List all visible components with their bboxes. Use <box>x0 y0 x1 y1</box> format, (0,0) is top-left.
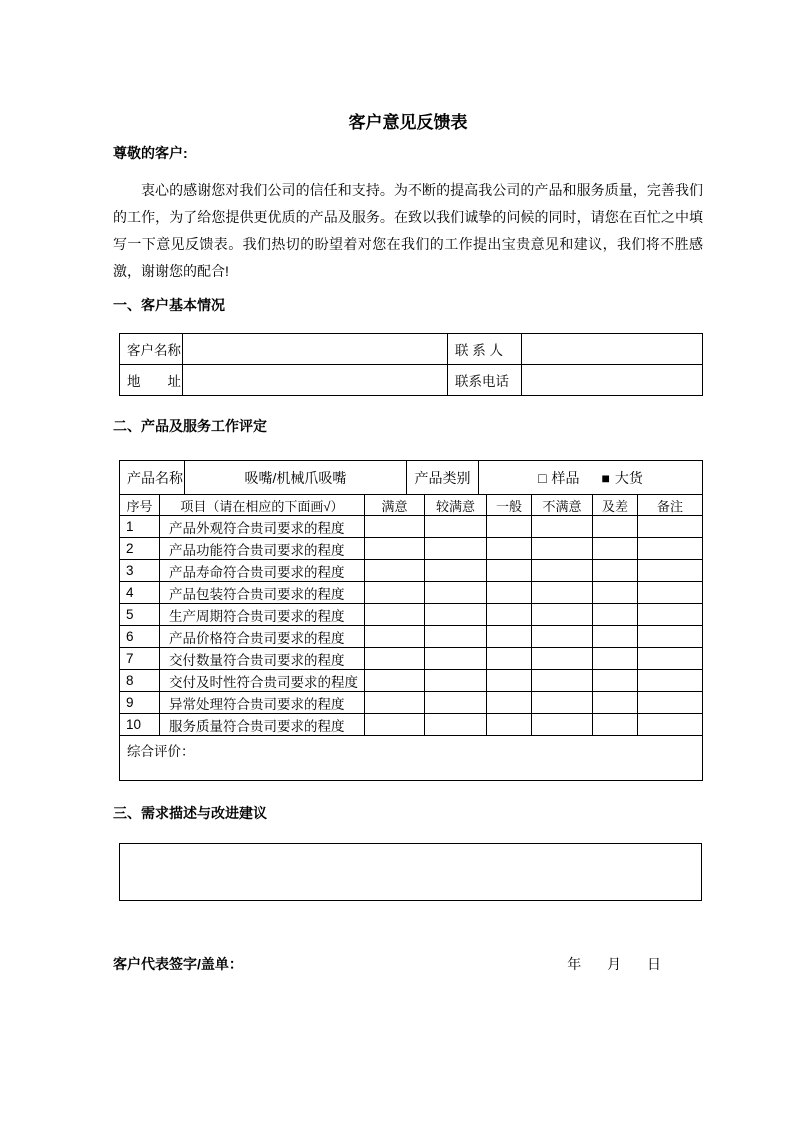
header-poor: 及差 <box>593 495 638 516</box>
rating-cell-fairly-satisfied[interactable] <box>425 626 487 648</box>
row-item: 产品外观符合贵司要求的程度 <box>160 516 365 538</box>
rating-cell-remark[interactable] <box>638 692 703 714</box>
rating-cell-average[interactable] <box>487 626 532 648</box>
rating-cell-poor[interactable] <box>593 714 638 736</box>
rating-cell-fairly-satisfied[interactable] <box>425 670 487 692</box>
rating-row <box>120 692 703 714</box>
rating-cell-fairly-satisfied[interactable] <box>425 516 487 538</box>
rating-cell-remark[interactable] <box>638 516 703 538</box>
rating-cell-poor[interactable] <box>593 582 638 604</box>
rating-cell-remark[interactable] <box>638 604 703 626</box>
checkbox-option-sample-label: 样品 <box>551 469 580 486</box>
rating-cell-remark[interactable] <box>638 538 703 560</box>
rating-cell-poor[interactable] <box>593 692 638 714</box>
rating-cell-fairly-satisfied[interactable] <box>425 648 487 670</box>
signature-row <box>113 954 703 974</box>
rating-cell-satisfied[interactable] <box>365 538 425 560</box>
product-type-options <box>479 461 703 495</box>
rating-cell-remark[interactable] <box>638 648 703 670</box>
row-number: 5 <box>120 604 160 626</box>
row-number: 9 <box>120 692 160 714</box>
row-number: 6 <box>120 626 160 648</box>
rating-row <box>120 516 703 538</box>
header-row-number: 序号 <box>120 495 160 516</box>
rating-cell-fairly-satisfied[interactable] <box>425 538 487 560</box>
rating-cell-remark[interactable] <box>638 560 703 582</box>
rating-cell-remark[interactable] <box>638 670 703 692</box>
rating-cell-average[interactable] <box>487 648 532 670</box>
header-item: 项目（请在相应的下面画√） <box>160 495 365 516</box>
suggestions-box[interactable] <box>119 843 702 901</box>
rating-cell-average[interactable] <box>487 714 532 736</box>
rating-cell-unsatisfied[interactable] <box>532 582 593 604</box>
rating-row <box>120 560 703 582</box>
rating-row <box>120 582 703 604</box>
customer-info-table <box>119 333 703 396</box>
product-name-label: 产品名称 <box>120 461 185 495</box>
row-item: 交付数量符合贵司要求的程度 <box>160 648 365 670</box>
rating-cell-poor[interactable] <box>593 648 638 670</box>
rating-cell-poor[interactable] <box>593 538 638 560</box>
contact-person-field[interactable] <box>522 334 703 365</box>
checkbox-option-bulk-label: 大货 <box>614 469 643 486</box>
rating-cell-unsatisfied[interactable] <box>532 560 593 582</box>
rating-cell-fairly-satisfied[interactable] <box>425 714 487 736</box>
product-name-value[interactable]: 吸嘴/机械爪吸嘴 <box>185 461 407 495</box>
rating-cell-satisfied[interactable] <box>365 604 425 626</box>
rating-row <box>120 626 703 648</box>
rating-cell-poor[interactable] <box>593 560 638 582</box>
row-item: 产品价格符合贵司要求的程度 <box>160 626 365 648</box>
row-item: 产品包装符合贵司要求的程度 <box>160 582 365 604</box>
customer-name-label: 客户名称 <box>120 334 183 365</box>
rating-cell-satisfied[interactable] <box>365 692 425 714</box>
header-remark: 备注 <box>638 495 703 516</box>
summary-label: 综合评价： <box>127 744 195 759</box>
date-fields <box>567 954 661 974</box>
date-month-label: 月 <box>607 956 622 972</box>
page-title: 客户意见反馈表 <box>348 113 468 132</box>
section1-heading: 一、客户基本情况 <box>113 297 225 313</box>
section3-heading: 三、需求描述与改进建议 <box>113 805 267 821</box>
rating-cell-average[interactable] <box>487 670 532 692</box>
checkbox-option-sample[interactable] <box>538 468 579 488</box>
rating-cell-unsatisfied[interactable] <box>532 626 593 648</box>
row-number: 7 <box>120 648 160 670</box>
rating-cell-satisfied[interactable] <box>365 670 425 692</box>
intro-paragraph: 衷心的感谢您对我们公司的信任和支持。为不断的提高我公司的产品和服务质量，完善我们的工作，为了给您提供更优质的产品及服务。在致以我们诚挚的问候的同时，请您在百忙之中填写一下意见反馈表。我们热切的盼望着对您在我们的工作提出宝贵意见和建议，我们将不胜感激，谢谢您的配合! <box>113 182 703 279</box>
row-item: 服务质量符合贵司要求的程度 <box>160 714 365 736</box>
rating-cell-unsatisfied[interactable] <box>532 670 593 692</box>
header-satisfied: 满意 <box>365 495 425 516</box>
rating-cell-satisfied[interactable] <box>365 582 425 604</box>
rating-cell-average[interactable] <box>487 692 532 714</box>
date-year-label: 年 <box>567 956 582 972</box>
address-label: 地 址 <box>120 365 183 396</box>
rating-table-body <box>120 516 703 736</box>
rating-cell-poor[interactable] <box>593 604 638 626</box>
row-number: 4 <box>120 582 160 604</box>
rating-cell-average[interactable] <box>487 582 532 604</box>
phone-label: 联系电话 <box>448 365 522 396</box>
rating-cell-unsatisfied[interactable] <box>532 648 593 670</box>
rating-cell-remark[interactable] <box>638 626 703 648</box>
row-number: 8 <box>120 670 160 692</box>
rating-row <box>120 604 703 626</box>
summary-row <box>120 736 703 781</box>
rating-cell-average[interactable] <box>487 560 532 582</box>
rating-cell-unsatisfied[interactable] <box>532 714 593 736</box>
section2-heading: 二、产品及服务工作评定 <box>113 418 267 434</box>
rating-cell-satisfied[interactable] <box>365 626 425 648</box>
row-number: 2 <box>120 538 160 560</box>
rating-cell-average[interactable] <box>487 516 532 538</box>
row-number: 3 <box>120 560 160 582</box>
header-unsatisfied: 不满意 <box>532 495 593 516</box>
row-item: 产品寿命符合贵司要求的程度 <box>160 560 365 582</box>
rating-cell-unsatisfied[interactable] <box>532 516 593 538</box>
rating-row <box>120 648 703 670</box>
customer-info-row-2 <box>120 365 703 396</box>
rating-cell-fairly-satisfied[interactable] <box>425 692 487 714</box>
rating-row <box>120 670 703 692</box>
product-type-choices <box>538 468 643 488</box>
rating-cell-average[interactable] <box>487 604 532 626</box>
row-item: 产品功能符合贵司要求的程度 <box>160 538 365 560</box>
rating-cell-poor[interactable] <box>593 670 638 692</box>
rating-cell-poor[interactable] <box>593 626 638 648</box>
product-type-label: 产品类别 <box>407 461 479 495</box>
phone-field[interactable] <box>522 365 703 396</box>
customer-info-row-1 <box>120 334 703 365</box>
row-item: 生产周期符合贵司要求的程度 <box>160 604 365 626</box>
address-field[interactable] <box>183 365 448 396</box>
checkbox-unchecked-icon: □ <box>538 469 547 486</box>
rating-cell-remark[interactable] <box>638 582 703 604</box>
rating-cell-fairly-satisfied[interactable] <box>425 582 487 604</box>
rating-cell-satisfied[interactable] <box>365 560 425 582</box>
salutation: 尊敬的客户: <box>113 145 188 161</box>
header-average: 一般 <box>487 495 532 516</box>
rating-cell-satisfied[interactable] <box>365 648 425 670</box>
row-item: 异常处理符合贵司要求的程度 <box>160 692 365 714</box>
rating-table <box>119 494 703 781</box>
rating-cell-unsatisfied[interactable] <box>532 604 593 626</box>
date-day-label: 日 <box>647 956 661 972</box>
rating-cell-satisfied[interactable] <box>365 714 425 736</box>
row-item: 交付及时性符合贵司要求的程度 <box>160 670 365 692</box>
rating-cell-average[interactable] <box>487 538 532 560</box>
signature-label: 客户代表签字/盖单： <box>113 956 243 972</box>
checkbox-option-bulk[interactable] <box>601 468 642 488</box>
rating-cell-unsatisfied[interactable] <box>532 692 593 714</box>
rating-cell-poor[interactable] <box>593 516 638 538</box>
checkbox-checked-icon: ■ <box>601 469 610 486</box>
row-number: 1 <box>120 516 160 538</box>
rating-row <box>120 538 703 560</box>
product-info-table <box>119 460 703 495</box>
customer-name-field[interactable] <box>183 334 448 365</box>
rating-cell-remark[interactable] <box>638 714 703 736</box>
rating-cell-satisfied[interactable] <box>365 516 425 538</box>
summary-cell[interactable] <box>120 736 703 781</box>
header-fairly-satisfied: 较满意 <box>425 495 487 516</box>
rating-row <box>120 714 703 736</box>
contact-person-label: 联 系 人 <box>448 334 522 365</box>
product-info-row <box>120 461 703 495</box>
rating-cell-fairly-satisfied[interactable] <box>425 604 487 626</box>
rating-header-row <box>120 495 703 516</box>
rating-cell-fairly-satisfied[interactable] <box>425 560 487 582</box>
rating-cell-unsatisfied[interactable] <box>532 538 593 560</box>
row-number: 10 <box>120 714 160 736</box>
